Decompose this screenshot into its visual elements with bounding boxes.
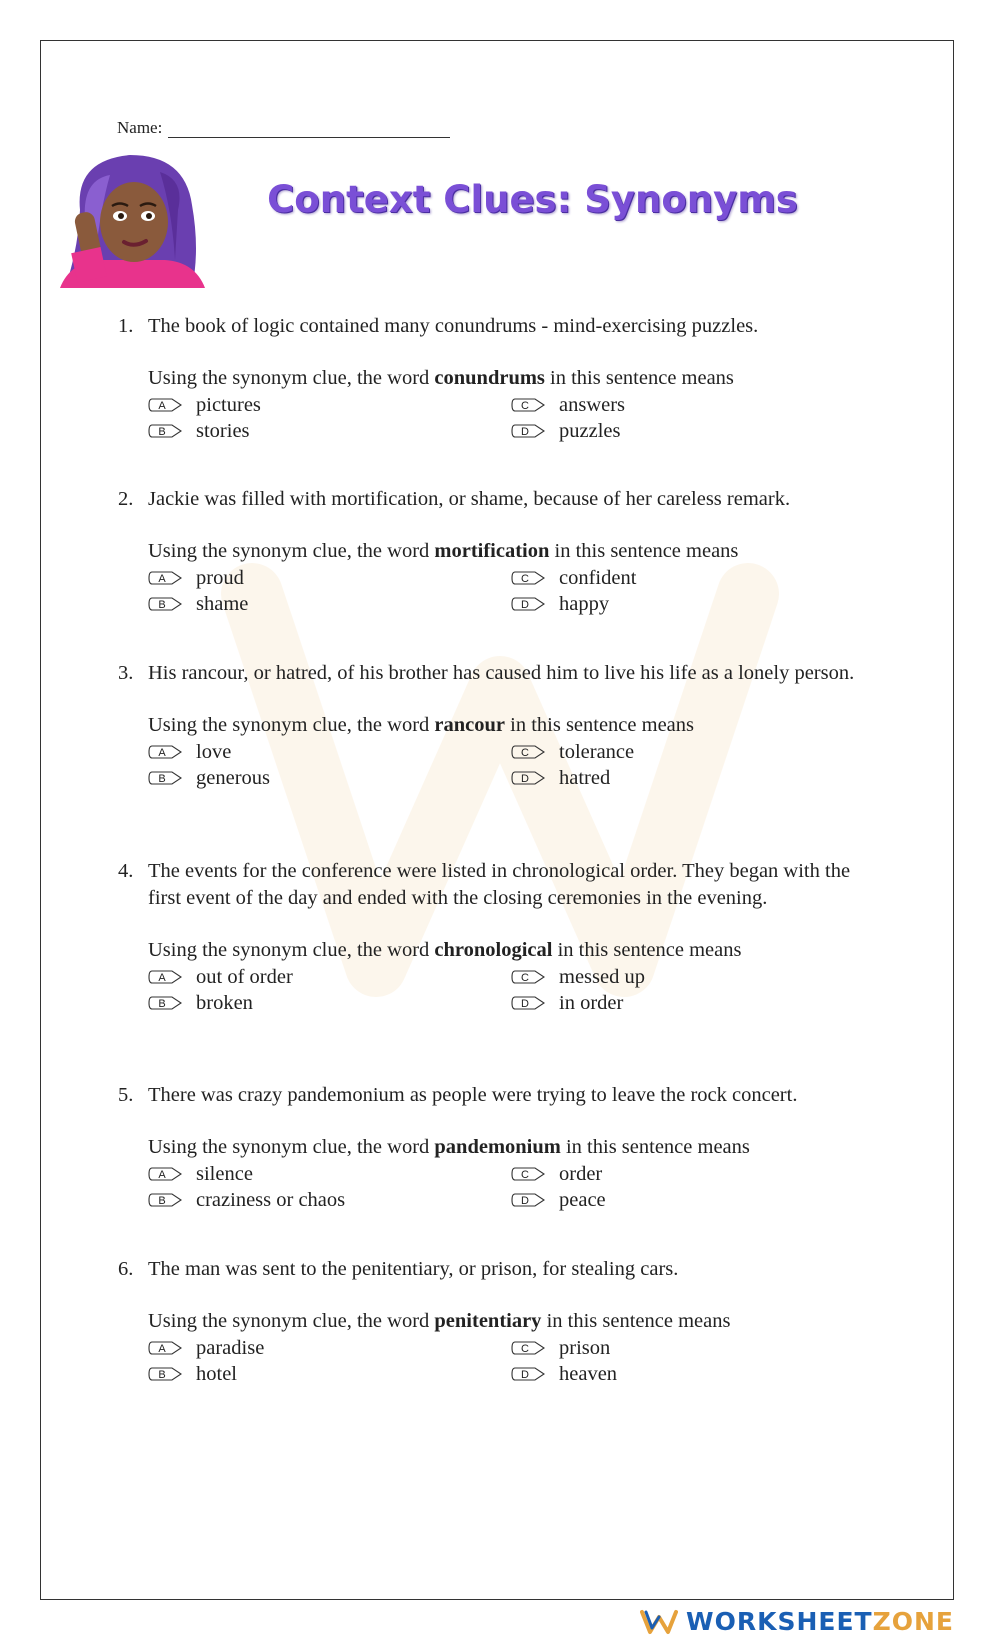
option-label: love (196, 740, 232, 763)
svg-text:B: B (158, 599, 166, 611)
target-word: conundrums (434, 367, 545, 389)
option-d-bubble-icon[interactable] (511, 771, 545, 785)
option-b-bubble-icon[interactable] (148, 996, 182, 1010)
option-a[interactable] (148, 739, 511, 765)
option-c-bubble-icon[interactable] (511, 571, 545, 585)
footer-logo (640, 1607, 954, 1636)
option-d[interactable] (511, 1187, 811, 1213)
option-a[interactable] (148, 392, 511, 418)
option-d[interactable] (511, 765, 811, 791)
option-d[interactable] (511, 591, 811, 617)
svg-text:D: D (521, 1195, 529, 1207)
answer-options (148, 1161, 878, 1213)
worksheetzone-logo-icon (640, 1609, 678, 1635)
answer-options (148, 565, 878, 617)
option-b[interactable] (148, 418, 511, 444)
option-a[interactable] (148, 964, 511, 990)
option-label: confident (559, 566, 637, 589)
option-label: messed up (559, 965, 645, 988)
question-5 (118, 1082, 878, 1213)
svg-text:B: B (158, 998, 166, 1010)
option-d-bubble-icon[interactable] (511, 597, 545, 611)
svg-text:B: B (158, 1369, 166, 1381)
svg-text:B: B (158, 1195, 166, 1207)
option-c-bubble-icon[interactable] (511, 398, 545, 412)
question-number: 4. (118, 860, 134, 882)
option-label: order (559, 1162, 603, 1185)
prompt-tail: in this sentence means (544, 367, 734, 389)
option-b-bubble-icon[interactable] (148, 1367, 182, 1381)
question-sentence (118, 660, 878, 687)
option-d-bubble-icon[interactable] (511, 996, 545, 1010)
question-prompt (148, 1308, 878, 1335)
option-label: broken (196, 991, 253, 1014)
option-c-bubble-icon[interactable] (511, 745, 545, 759)
question-4 (118, 858, 878, 1016)
option-label: puzzles (559, 419, 621, 442)
option-d-bubble-icon[interactable] (511, 1367, 545, 1381)
option-b[interactable] (148, 990, 511, 1016)
option-label: paradise (196, 1336, 265, 1359)
question-2 (118, 486, 878, 617)
question-text: Jackie was filled with mortification, or shame, because of her careless remark. (148, 488, 791, 510)
svg-text:A: A (158, 747, 166, 759)
option-a[interactable] (148, 1335, 511, 1361)
question-prompt (148, 538, 878, 565)
svg-text:B: B (158, 773, 166, 785)
question-text: The book of logic contained many conundrums - mind-exercising puzzles. (148, 315, 759, 337)
name-underline[interactable] (168, 121, 450, 138)
option-b[interactable] (148, 591, 511, 617)
prompt-tail: in this sentence means (560, 1136, 750, 1158)
question-sentence (118, 1082, 878, 1109)
question-number: 2. (118, 488, 134, 510)
option-c[interactable] (511, 392, 811, 418)
option-d[interactable] (511, 990, 811, 1016)
svg-text:A: A (158, 400, 166, 412)
svg-text:C: C (521, 972, 529, 984)
question-number: 6. (118, 1258, 134, 1280)
option-c-bubble-icon[interactable] (511, 1167, 545, 1181)
logo-text-zone: ZONE (872, 1607, 954, 1636)
svg-text:C: C (521, 573, 529, 585)
option-label: out of order (196, 965, 293, 988)
svg-text:C: C (521, 747, 529, 759)
option-b-bubble-icon[interactable] (148, 1193, 182, 1207)
option-a-bubble-icon[interactable] (148, 398, 182, 412)
option-c-bubble-icon[interactable] (511, 1341, 545, 1355)
option-b[interactable] (148, 765, 511, 791)
svg-text:D: D (521, 773, 529, 785)
question-sentence (118, 858, 878, 912)
question-3 (118, 660, 878, 791)
question-prompt (148, 1134, 878, 1161)
svg-text:A: A (158, 1343, 166, 1355)
option-label: proud (196, 566, 244, 589)
option-label: stories (196, 419, 250, 442)
question-sentence (118, 1256, 878, 1283)
question-1 (118, 313, 878, 444)
logo-text-worksheet: WORKSHEET (686, 1607, 873, 1636)
option-label: heaven (559, 1362, 618, 1385)
target-word: rancour (434, 714, 505, 736)
prompt-lead: Using the synonym clue, the word (148, 1136, 435, 1158)
option-label: hatred (559, 766, 611, 789)
option-b-bubble-icon[interactable] (148, 771, 182, 785)
prompt-lead: Using the synonym clue, the word (148, 714, 435, 736)
prompt-lead: Using the synonym clue, the word (148, 939, 435, 961)
prompt-lead: Using the synonym clue, the word (148, 540, 435, 562)
option-a-bubble-icon[interactable] (148, 1341, 182, 1355)
question-prompt (148, 937, 878, 964)
option-label: in order (559, 991, 624, 1014)
answer-options (148, 964, 878, 1016)
target-word: chronological (434, 939, 553, 961)
prompt-lead: Using the synonym clue, the word (148, 367, 435, 389)
option-label: hotel (196, 1362, 237, 1385)
question-number: 3. (118, 662, 134, 684)
target-word: penitentiary (434, 1310, 542, 1332)
svg-text:A: A (158, 573, 166, 585)
option-b-bubble-icon[interactable] (148, 424, 182, 438)
question-6 (118, 1256, 878, 1387)
answer-options (148, 392, 878, 444)
question-sentence (118, 486, 878, 513)
option-label: tolerance (559, 740, 635, 763)
prompt-tail: in this sentence means (541, 1310, 731, 1332)
svg-text:D: D (521, 599, 529, 611)
option-label: craziness or chaos (196, 1188, 346, 1211)
option-label: shame (196, 592, 249, 615)
name-label: Name: (117, 118, 163, 137)
prompt-lead: Using the synonym clue, the word (148, 1310, 435, 1332)
prompt-tail: in this sentence means (549, 540, 739, 562)
question-sentence (118, 313, 878, 340)
prompt-tail: in this sentence means (552, 939, 742, 961)
svg-text:A: A (158, 1169, 166, 1181)
svg-text:C: C (521, 1343, 529, 1355)
option-b-bubble-icon[interactable] (148, 597, 182, 611)
option-label: generous (196, 766, 271, 789)
question-text: His rancour, or hatred, of his brother has caused him to live his life as a lonely person. (148, 662, 855, 684)
question-text: The events for the conference were listed in chronological order. They began with the first event of the day and ended with the closing ceremonies in the evening. (148, 860, 851, 909)
question-number: 1. (118, 315, 134, 337)
option-label: silence (196, 1162, 253, 1185)
svg-text:C: C (521, 1169, 529, 1181)
option-b[interactable] (148, 1187, 511, 1213)
answer-options (148, 739, 878, 791)
option-d[interactable] (511, 418, 811, 444)
svg-text:C: C (521, 400, 529, 412)
option-label: pictures (196, 393, 261, 416)
option-d[interactable] (511, 1361, 811, 1387)
option-label: prison (559, 1336, 611, 1359)
target-word: pandemonium (434, 1136, 561, 1158)
option-b[interactable] (148, 1361, 511, 1387)
svg-text:A: A (158, 972, 166, 984)
option-label: answers (559, 393, 626, 416)
target-word: mortification (434, 540, 550, 562)
option-c[interactable] (511, 739, 811, 765)
option-c[interactable] (511, 1335, 811, 1361)
option-a-bubble-icon[interactable] (148, 745, 182, 759)
question-text: There was crazy pandemonium as people were trying to leave the rock concert. (148, 1084, 798, 1106)
svg-text:D: D (521, 426, 529, 438)
question-text: The man was sent to the penitentiary, or prison, for stealing cars. (148, 1258, 679, 1280)
option-a-bubble-icon[interactable] (148, 970, 182, 984)
option-d-bubble-icon[interactable] (511, 1193, 545, 1207)
question-number: 5. (118, 1084, 134, 1106)
svg-text:D: D (521, 998, 529, 1010)
option-c[interactable] (511, 565, 811, 591)
page-title: Context Clues: Synonyms (267, 178, 798, 221)
option-c[interactable] (511, 964, 811, 990)
svg-text:B: B (158, 426, 166, 438)
option-a-bubble-icon[interactable] (148, 571, 182, 585)
option-a[interactable] (148, 565, 511, 591)
option-label: peace (559, 1188, 606, 1211)
option-c[interactable] (511, 1161, 811, 1187)
question-prompt (148, 365, 878, 392)
answer-options (148, 1335, 878, 1387)
option-d-bubble-icon[interactable] (511, 424, 545, 438)
prompt-tail: in this sentence means (505, 714, 695, 736)
svg-text:D: D (521, 1369, 529, 1381)
option-a-bubble-icon[interactable] (148, 1167, 182, 1181)
option-label: happy (559, 592, 610, 615)
name-field[interactable] (117, 118, 450, 138)
option-a[interactable] (148, 1161, 511, 1187)
option-c-bubble-icon[interactable] (511, 970, 545, 984)
question-prompt (148, 712, 878, 739)
